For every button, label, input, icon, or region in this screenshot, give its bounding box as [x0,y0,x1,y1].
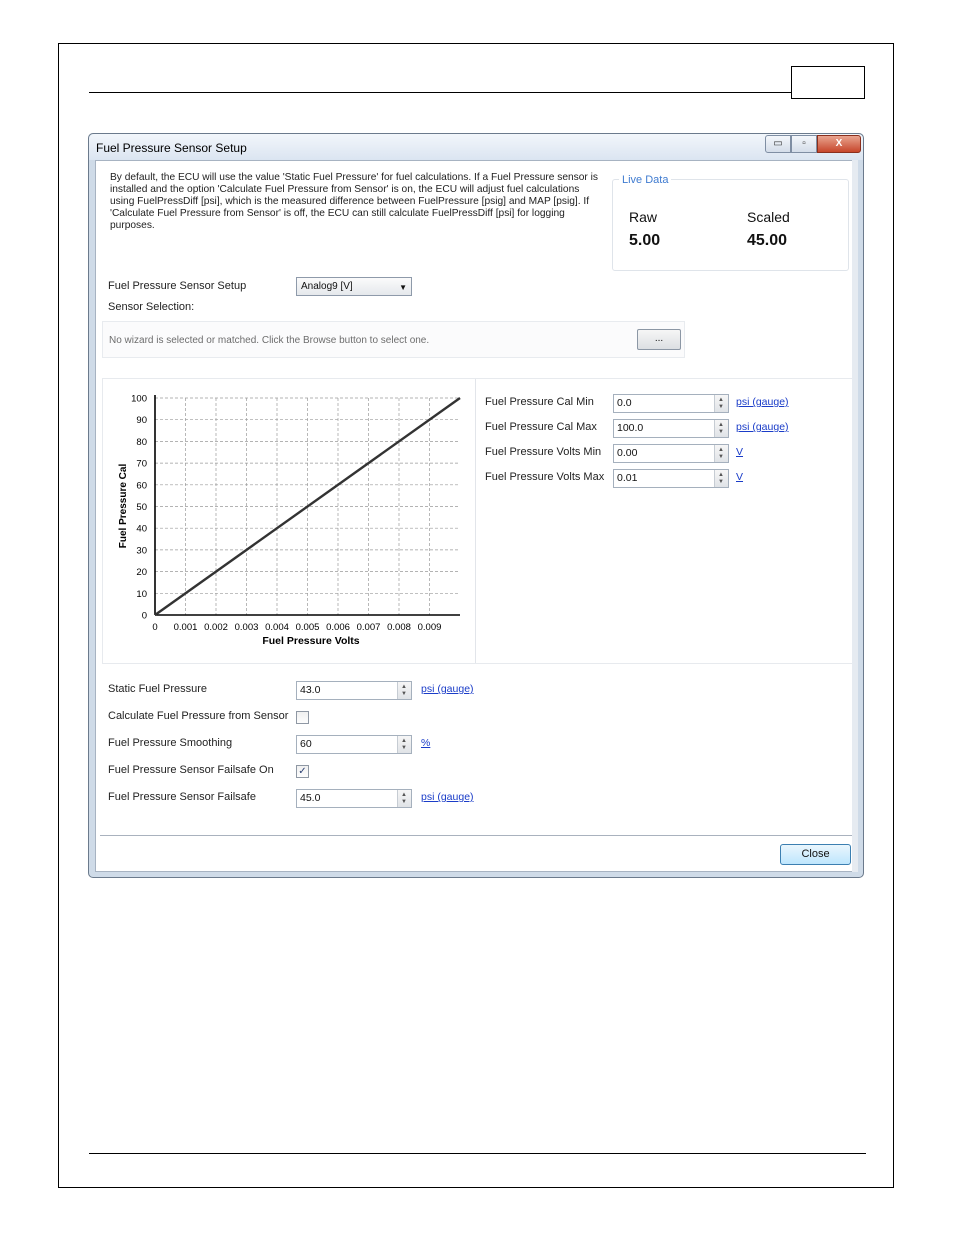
calibration-chart [103,379,475,663]
volts-min-value: 0.00 [617,447,638,459]
description-text: By default, the ECU will use the value 'Static Fuel Pressure' for fuel calculations. If a Fuel Pressure sensor is installed and the option 'Calculate Fuel Pressure from Sensor' is on, the ECU will adjust fuel calculations using FuelPressDiff [psi], which is the measured difference between FuelPressure [psig] and MAP [psig]. If 'Calculate Fuel Pressure from Sensor' is off, the ECU can still calculate FuelPressDiff [psi] for logging purposes. [110,172,599,231]
volts-max-unit-link[interactable]: V [736,471,744,483]
volts-max-value: 0.01 [617,472,638,484]
graph-divider [475,379,476,663]
cal-min-spinner[interactable] [714,395,728,412]
spin-up-icon[interactable]: ▲ [718,397,724,403]
y-tick-label: 80 [136,436,147,448]
y-tick-label: 10 [136,588,147,600]
cal-min-value: 0.0 [617,397,632,409]
volts-max-input[interactable] [613,469,729,488]
failsafe-label: Fuel Pressure Sensor Failsafe [108,791,256,803]
wizard-panel [102,321,685,358]
dialog-window [88,133,864,878]
x-tick-label: 0.003 [234,622,259,633]
static-fuel-pressure-input[interactable] [296,681,412,700]
window-controls [765,135,861,153]
scaled-value: 45.00 [747,232,788,249]
volts-min-unit-link[interactable]: V [736,446,744,458]
y-tick-label: 100 [131,393,147,405]
cal-max-value: 100.0 [617,422,644,434]
failsafe-on-label: Fuel Pressure Sensor Failsafe On [108,764,274,776]
smoothing-spinner[interactable] [397,736,411,753]
y-tick-label: 40 [136,523,147,535]
sensor-setup-label: Fuel Pressure Sensor Setup [108,280,247,292]
dialog-client-area [95,160,857,872]
x-tick-label: 0.004 [265,622,289,633]
x-tick-label: 0.006 [326,622,350,633]
y-tick-label: 0 [141,610,147,622]
static-fuel-pressure-spinner[interactable] [397,682,411,699]
spin-down-icon[interactable]: ▼ [718,454,724,460]
x-tick-label: 0.005 [295,622,320,633]
wizard-message: No wizard is selected or matched. Click the Browse button to select one. [109,335,430,346]
y-axis-label: Fuel Pressure Cal [118,463,129,549]
failsafe-spinner[interactable] [397,790,411,807]
y-tick-label: 70 [136,458,147,470]
close-button[interactable]: Close [780,844,851,865]
footer-separator [100,835,854,836]
volts-min-label: Fuel Pressure Volts Min [485,446,602,458]
y-tick-label: 90 [136,415,147,427]
spin-down-icon[interactable]: ▼ [401,691,407,697]
sensor-setup-value: Analog9 [V] [301,281,353,292]
minimize-button[interactable]: ▭ [765,135,791,153]
failsafe-value: 45.0 [300,792,321,804]
spin-up-icon[interactable]: ▲ [718,472,724,478]
spin-down-icon[interactable]: ▼ [718,479,724,485]
static-fuel-pressure-unit-link[interactable]: psi (gauge) [421,683,474,695]
cal-min-unit-link[interactable]: psi (gauge) [736,396,789,408]
footer-rule [89,1153,866,1154]
failsafe-unit-link[interactable]: psi (gauge) [421,791,474,803]
window-title: Fuel Pressure Sensor Setup [96,141,247,155]
cal-max-unit-link[interactable]: psi (gauge) [736,421,789,433]
chart-ticks [131,394,441,634]
maximize-button[interactable]: ▫ [791,135,817,153]
cal-min-input[interactable] [613,394,729,413]
x-tick-label: 0.009 [417,622,442,633]
scaled-label: Scaled [747,209,790,225]
spin-down-icon[interactable]: ▼ [718,404,724,410]
x-tick-label: 0.001 [173,622,198,633]
spin-up-icon[interactable]: ▲ [401,792,407,798]
smoothing-unit-link[interactable]: % [421,737,431,749]
raw-label: Raw [629,209,658,225]
cal-max-label: Fuel Pressure Cal Max [485,421,597,433]
x-tick-label: 0.008 [387,622,411,633]
spin-down-icon[interactable]: ▼ [401,745,407,751]
x-tick-label: 0.007 [356,622,381,633]
y-tick-label: 60 [136,480,147,492]
spin-up-icon[interactable]: ▲ [401,684,407,690]
y-tick-label: 50 [136,502,147,513]
cal-min-label: Fuel Pressure Cal Min [485,396,594,408]
y-tick-label: 20 [136,567,147,579]
x-tick-label: 0 [152,622,158,633]
cal-max-input[interactable] [613,419,729,438]
smoothing-input[interactable] [296,735,412,754]
live-data-group [612,174,849,271]
header-rule [89,92,791,93]
failsafe-on-checkbox[interactable]: ✓ [296,765,309,778]
cal-max-spinner[interactable] [714,420,728,437]
spin-up-icon[interactable]: ▲ [718,422,724,428]
spin-up-icon[interactable]: ▲ [718,447,724,453]
static-fuel-pressure-value: 43.0 [300,684,321,696]
sensor-setup-dropdown[interactable] [296,277,412,296]
chevron-down-icon: ▼ [399,283,407,292]
x-axis-label: Fuel Pressure Volts [262,635,360,647]
calc-from-sensor-checkbox[interactable] [296,711,309,724]
title-bar[interactable] [89,134,863,160]
smoothing-value: 60 [300,738,312,750]
raw-value: 5.00 [629,232,661,249]
right-edge-strip [852,160,858,872]
static-fuel-pressure-label: Static Fuel Pressure [108,683,208,695]
smoothing-label: Fuel Pressure Smoothing [108,737,233,749]
calc-from-sensor-label: Calculate Fuel Pressure from Sensor [108,710,289,722]
volts-max-spinner[interactable] [714,470,728,487]
spin-down-icon[interactable]: ▼ [718,429,724,435]
page-number-box [791,66,865,99]
spin-down-icon[interactable]: ▼ [401,799,407,805]
volts-max-label: Fuel Pressure Volts Max [485,471,605,483]
volts-min-input[interactable] [613,444,729,463]
browse-button[interactable]: ... [637,329,681,350]
sensor-selection-label: Sensor Selection: [108,301,195,313]
x-tick-label: 0.002 [204,622,228,633]
failsafe-input[interactable] [296,789,412,808]
spin-up-icon[interactable]: ▲ [401,738,407,744]
calibration-graph-panel [102,378,853,664]
volts-min-spinner[interactable] [714,445,728,462]
live-data-title: Live Data [619,174,671,186]
close-window-button[interactable]: X [817,135,861,153]
y-tick-label: 30 [136,545,147,557]
